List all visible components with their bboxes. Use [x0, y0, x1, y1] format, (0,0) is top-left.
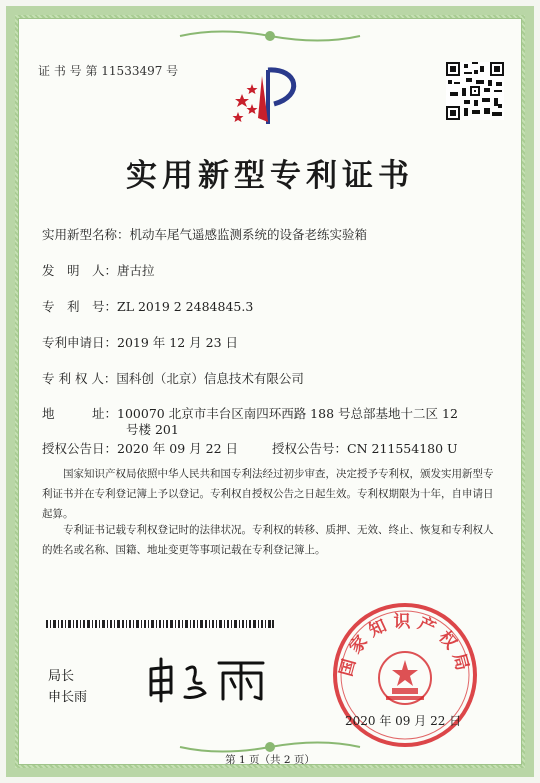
grant-date-label: 授权公告日： — [42, 441, 118, 456]
address-row — [42, 405, 458, 422]
qr-code[interactable] — [446, 62, 504, 120]
grant-statement-paragraph: 国家知识产权局依照中华人民共和国专利法经过初步审查，决定授予专利权，颁发实用新型专利证书并在专利登记簿上予以登记。专利权自授权公告之日起生效。专利权期限为十年，自申请日起算。 — [42, 468, 494, 520]
certificate-number-value: 第 11533497 号 — [85, 64, 179, 78]
patentee-value: 国科创（北京）信息技术有限公司 — [116, 371, 304, 386]
inventor-value: 唐古拉 — [117, 263, 155, 278]
utility-model-name-row — [42, 226, 367, 243]
grant-date-value: 2020 年 09 月 22 日 — [117, 441, 239, 456]
handwritten-signature — [145, 655, 275, 703]
patent-number-row — [42, 298, 253, 315]
seal-date: 2020 年 09 月 22 日 — [345, 714, 462, 728]
certificate-number — [38, 62, 178, 79]
patentee-label: 专 利 权 人： — [42, 371, 117, 386]
cnipa-logo — [228, 62, 310, 128]
grant-number-label: 授权公告号： — [272, 441, 348, 456]
barcode-strip — [46, 620, 274, 628]
grant-number-row — [272, 440, 458, 457]
patentee-row — [42, 370, 304, 387]
utility-model-name-value: 机动车尾气遥感监测系统的设备老练实验箱 — [129, 227, 368, 242]
grant-number-value: CN 211554180 U — [347, 441, 458, 456]
director-title: 局长 — [48, 669, 75, 684]
legal-status-paragraph: 专利证书记载专利权登记时的法律状况。专利权的转移、质押、无效、终止、恢复和专利权人的姓名或名称、国籍、地址变更等事项记载在专利登记簿上。 — [42, 524, 494, 556]
address-line2 — [126, 421, 179, 438]
address-value-line2: 号楼 201 — [126, 422, 179, 437]
application-date-row — [42, 334, 238, 351]
certificate-number-label: 证 书 号 — [38, 64, 82, 78]
top-ornament — [170, 27, 370, 45]
patent-number-value: ZL 2019 2 2484845.3 — [117, 299, 254, 314]
seal-text: 国家知识产权局 — [336, 612, 474, 679]
inventor-label: 发 明 人： — [42, 263, 118, 278]
address-label: 地 址： — [42, 406, 118, 421]
address-value-line1: 100070 北京市丰台区南四环西路 188 号总部基地十二区 12 — [117, 406, 458, 421]
utility-model-name-label: 实用新型名称： — [42, 227, 130, 242]
application-date-value: 2019 年 12 月 23 日 — [117, 335, 239, 350]
page-number: 第 1 页（共 2 页） — [225, 754, 315, 766]
application-date-label: 专利申请日： — [42, 335, 118, 350]
inventor-row — [42, 262, 155, 279]
certificate-title: 实用新型专利证书 — [126, 158, 414, 194]
director-name: 申长雨 — [48, 690, 88, 705]
grant-date-row — [42, 440, 238, 457]
patent-number-label: 专 利 号： — [42, 299, 118, 314]
